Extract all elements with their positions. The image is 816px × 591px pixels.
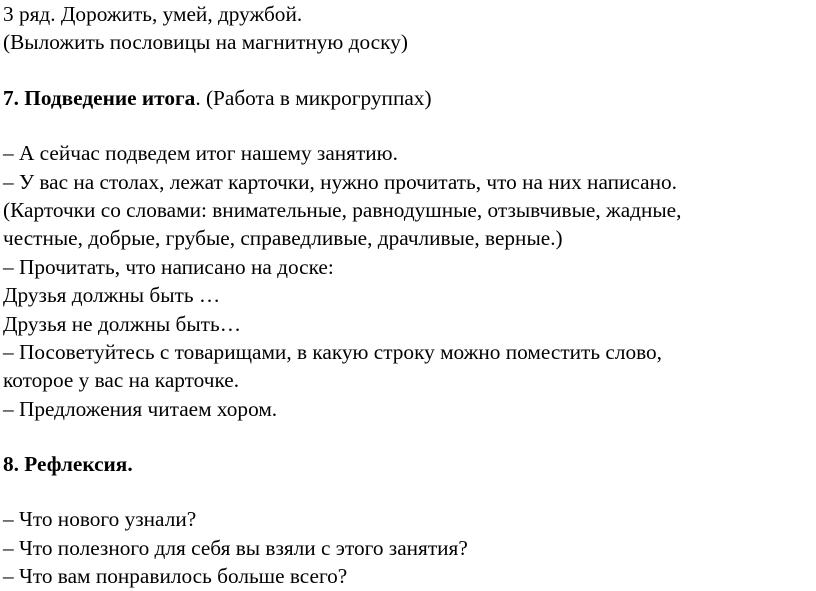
section-7-line: честные, добрые, грубые, справедливые, драчливые, верные.) [3, 226, 563, 251]
section-7-line: – У вас на столах, лежат карточки, нужно прочитать, что на них написано. [3, 169, 677, 194]
intro-line: 3 ряд. Дорожить, умей, дружбой. [3, 2, 303, 26]
paragraph-gap [3, 112, 813, 139]
section-7-line: – Прочитать, что написано на доске: [3, 254, 334, 279]
paragraph-gap [3, 478, 813, 505]
section-8-heading: 8. Рефлексия. [3, 452, 133, 477]
section-8 [3, 450, 813, 591]
intro-line: (Выложить пословицы на магнитную доску) [3, 30, 408, 55]
section-7-line: которое у вас на карточке. [3, 368, 240, 393]
document-page [3, 0, 813, 589]
section-7-heading-rest: . (Работа в микрогруппах) [195, 85, 432, 110]
section-7 [3, 84, 813, 423]
paragraph-gap [3, 57, 813, 84]
section-7-line: – Посоветуйтесь с товарищами, в какую строку можно поместить слово, [3, 339, 662, 364]
section-8-line: – Что вам понравилось больше всего? [3, 564, 348, 589]
section-7-line: – Предложения читаем хором. [3, 396, 278, 421]
section-7-line: Друзья не должны быть… [3, 311, 241, 336]
section-7-line: Друзья должны быть … [3, 283, 221, 308]
paragraph-gap [3, 423, 813, 450]
section-8-line: – Что полезного для себя вы взяли с этого занятия? [3, 535, 468, 560]
section-7-heading [3, 84, 813, 112]
section-8-line: – Что нового узнали? [3, 507, 197, 532]
intro-block [3, 0, 813, 57]
section-7-heading-bold: 7. Подведение итога [3, 85, 196, 110]
section-7-line: (Карточки со словами: внимательные, равнодушные, отзывчивые, жадные, [3, 197, 682, 222]
section-7-line: – А сейчас подведем итог нашему занятию. [3, 141, 398, 166]
